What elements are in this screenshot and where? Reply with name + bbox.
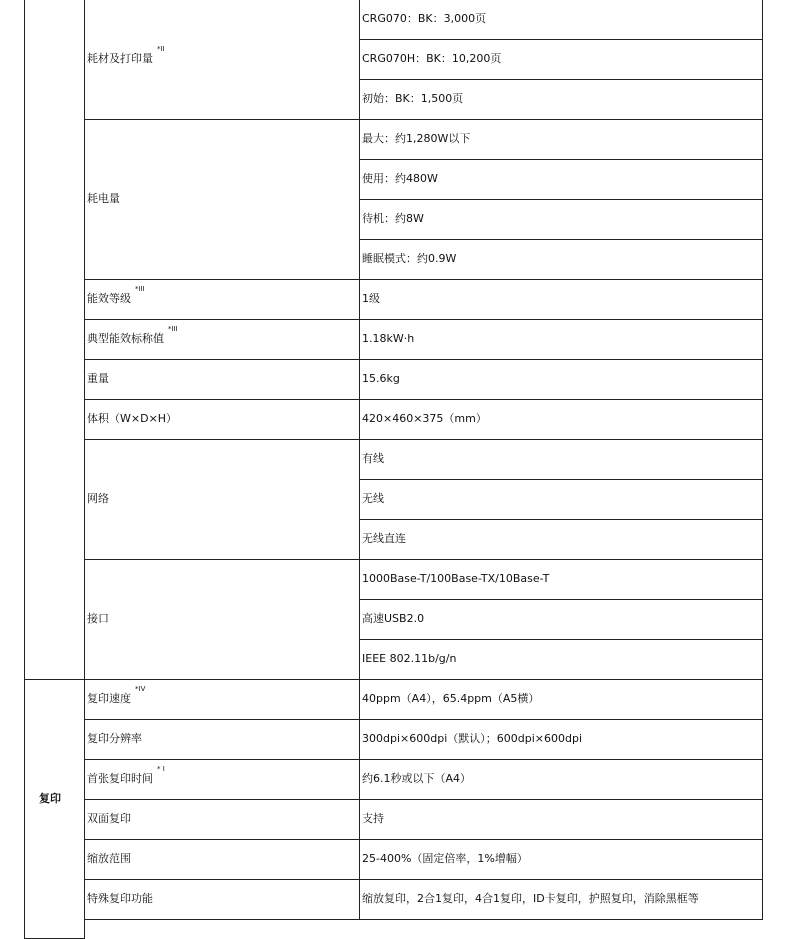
row-label-cell [84, 0, 360, 120]
category-cell-copy [24, 679, 85, 939]
row-value: 初始：BK：1,500页 [362, 92, 464, 105]
row-value-cell [359, 319, 763, 360]
row-value: CRG070H：BK：10,200页 [362, 52, 502, 65]
row-value: 25-400%（固定倍率，1%增幅） [362, 852, 528, 865]
row-value-cell [359, 599, 763, 640]
row-value-cell [359, 239, 763, 280]
row-label-cell [84, 439, 360, 560]
row-label: 耗电量 [87, 192, 120, 205]
row-label: 首张复印时间 [87, 772, 153, 785]
row-label-cell [84, 759, 360, 800]
footnote-marker: *III [168, 325, 178, 333]
row-label: 典型能效标称值 [87, 332, 164, 345]
category-label-copy: 复印 [39, 792, 61, 805]
footnote-marker: *III [135, 285, 145, 293]
row-label-cell [84, 279, 360, 320]
row-value: 待机：约8W [362, 212, 424, 225]
row-value-cell [359, 679, 763, 720]
row-value-cell [359, 119, 763, 160]
row-value-cell [359, 799, 763, 840]
row-value: 1.18kW·h [362, 332, 415, 345]
row-value-cell [359, 199, 763, 240]
row-value-cell [359, 439, 763, 480]
row-value: 420×460×375（mm） [362, 412, 487, 425]
row-label-cell [84, 319, 360, 360]
row-value: 约6.1秒或以下（A4） [362, 772, 472, 785]
row-value-cell [359, 159, 763, 200]
row-label-cell [84, 799, 360, 840]
row-label-cell [84, 679, 360, 720]
row-value-cell [359, 359, 763, 400]
row-value: CRG070：BK：3,000页 [362, 12, 487, 25]
row-value: 无线 [362, 492, 384, 505]
footnote-marker: * I [157, 765, 165, 773]
row-value: 300dpi×600dpi（默认）；600dpi×600dpi [362, 732, 582, 745]
row-value-cell [359, 0, 763, 40]
row-label-cell [84, 559, 360, 680]
row-value: 15.6kg [362, 372, 400, 385]
row-value-cell [359, 399, 763, 440]
row-value: IEEE 802.11b/g/n [362, 652, 457, 665]
row-label: 重量 [87, 372, 109, 385]
row-value: 最大：约1,280W以下 [362, 132, 471, 145]
row-label-cell [84, 399, 360, 440]
row-value-cell [359, 279, 763, 320]
row-label: 能效等级 [87, 292, 131, 305]
row-label: 网络 [87, 492, 109, 505]
footnote-marker: *IV [135, 685, 146, 693]
row-value-cell [359, 839, 763, 880]
row-label-cell [84, 839, 360, 880]
row-label: 复印速度 [87, 692, 131, 705]
row-value-cell [359, 639, 763, 680]
row-value-cell [359, 719, 763, 760]
row-label-cell [84, 359, 360, 400]
row-value: 支持 [362, 812, 384, 825]
row-label: 双面复印 [87, 812, 131, 825]
row-value-cell [359, 519, 763, 560]
row-value: 无线直连 [362, 532, 406, 545]
row-value: 1级 [362, 292, 380, 305]
row-value-cell [359, 479, 763, 520]
footnote-marker: *II [157, 45, 165, 53]
row-value: 睡眠模式：约0.9W [362, 252, 457, 265]
row-label: 特殊复印功能 [87, 892, 153, 905]
category-cell-upper [24, 0, 85, 680]
row-value: 有线 [362, 452, 384, 465]
row-value-cell [359, 759, 763, 800]
row-value-cell [359, 79, 763, 120]
row-label-cell [84, 119, 360, 280]
row-value-cell [359, 39, 763, 80]
row-value: 高速USB2.0 [362, 612, 425, 625]
row-label: 耗材及打印量 [87, 52, 153, 65]
row-value: 40ppm（A4），65.4ppm（A5横） [362, 692, 540, 705]
row-label: 缩放范围 [87, 852, 131, 865]
row-label: 体积（W×D×H） [87, 412, 178, 425]
row-label-cell [84, 719, 360, 760]
row-value: 1000Base-T/100Base-TX/10Base-T [362, 572, 550, 585]
row-label: 接口 [87, 612, 109, 625]
row-value-cell [359, 879, 763, 920]
row-value: 缩放复印，2合1复印，4合1复印，ID卡复印，护照复印，消除黑框等 [362, 892, 699, 905]
row-label: 复印分辨率 [87, 732, 142, 745]
row-label-cell [84, 879, 360, 920]
row-value: 使用：约480W [362, 172, 438, 185]
row-value-cell [359, 559, 763, 600]
